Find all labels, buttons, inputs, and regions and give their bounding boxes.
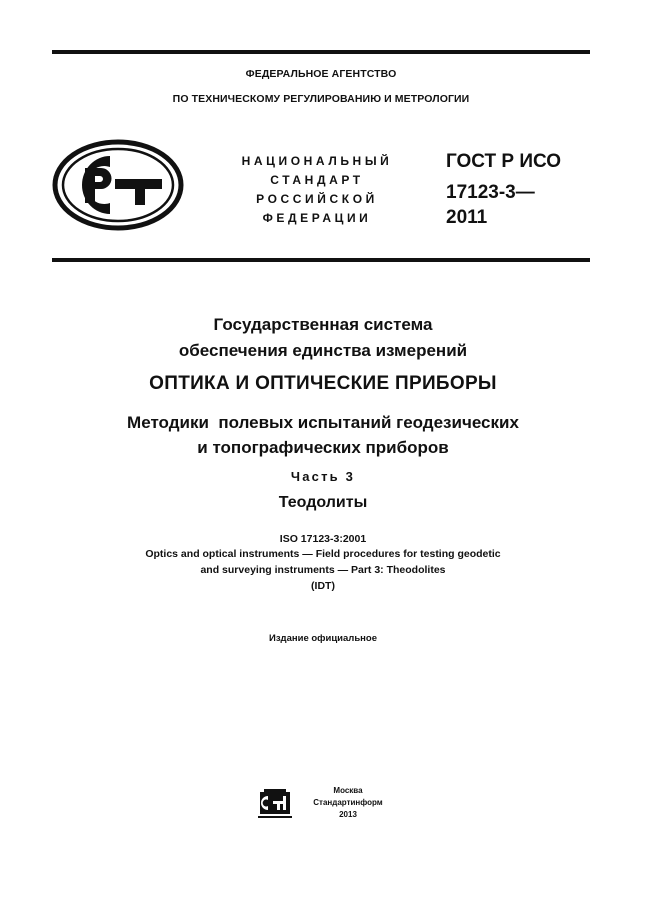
standard-designation-line: 17123-3— (446, 182, 535, 203)
edition-note: Издание официальное (269, 633, 377, 644)
subtitle-line: Методики полевых испытаний геодезических (127, 413, 519, 432)
subtitle-line: и топографических приборов (197, 438, 449, 457)
iso-reference-line: and surveying instruments — Part 3: Theodolites (200, 564, 446, 576)
national-standard-line: СТАНДАРТ (270, 173, 364, 187)
agency-line-2: ПО ТЕХНИЧЕСКОМУ РЕГУЛИРОВАНИЮ И МЕТРОЛОГИИ (172, 93, 470, 105)
iso-reference-line: (IDT) (311, 580, 335, 592)
national-standard-line: НАЦИОНАЛЬНЫЙ (241, 154, 393, 168)
part-title: Теодолиты (278, 494, 368, 511)
agency-line-1: ФЕДЕРАЛЬНОЕ АГЕНТСТВО (245, 68, 397, 80)
part-number: Часть 3 (290, 469, 356, 484)
publisher-city: Москва (333, 786, 363, 795)
system-title-line: Государственная система (213, 315, 433, 334)
national-standard-line: ФЕДЕРАЦИИ (262, 211, 372, 225)
top-rule (52, 50, 590, 54)
standard-designation-line: 2011 (446, 207, 488, 228)
iso-reference-line: Optics and optical instruments — Field procedures for testing geodetic (145, 548, 501, 560)
system-title-line: обеспечения единства измерений (178, 341, 468, 360)
national-standard-line: РОССИЙСКОЙ (256, 192, 378, 206)
middle-rule (52, 258, 590, 262)
iso-reference-line: ISO 17123-3:2001 (279, 533, 367, 545)
document-title: ОПТИКА И ОПТИЧЕСКИЕ ПРИБОРЫ (149, 373, 497, 394)
publisher-year: 2013 (339, 810, 357, 819)
standartinform-logo-icon (256, 786, 294, 820)
standard-designation-line: ГОСТ Р ИСО (446, 151, 562, 172)
publisher-name: Стандартинформ (313, 798, 383, 807)
rst-certification-logo-icon (52, 139, 184, 231)
